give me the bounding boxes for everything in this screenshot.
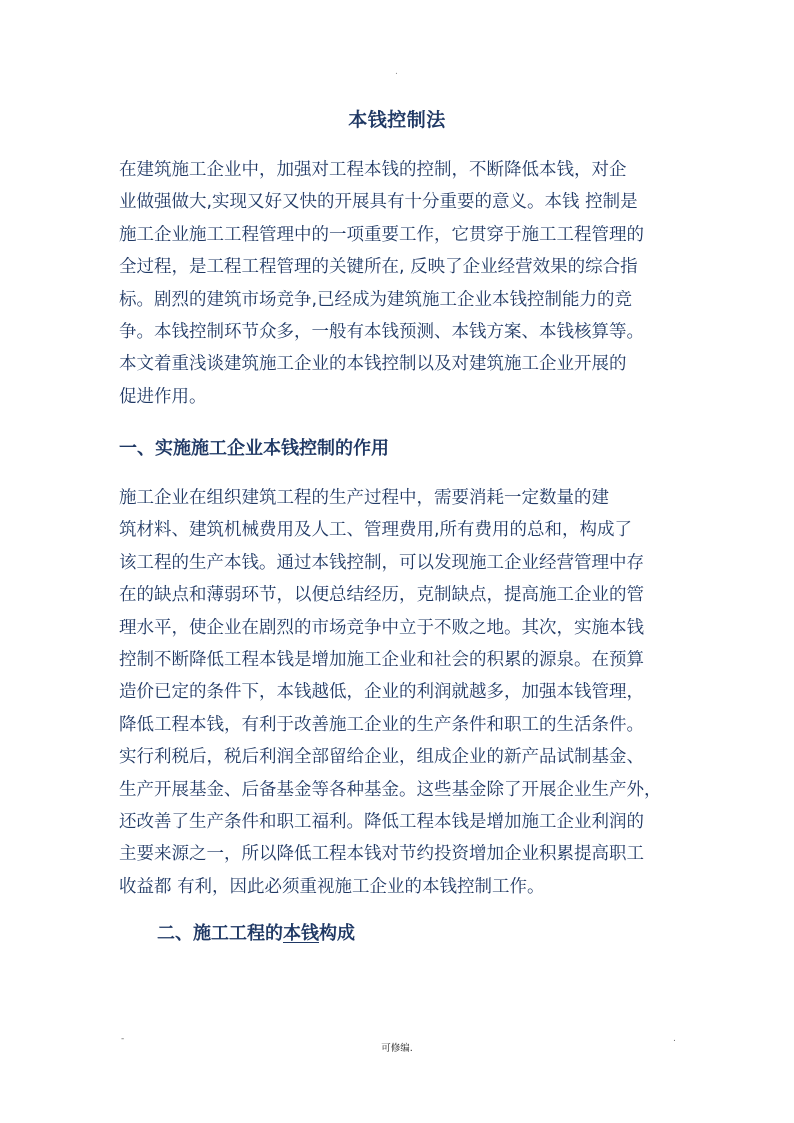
- paragraph-line: 筑材料、建筑机械费用及人工、管理费用,所有费用的总和，构成了: [119, 520, 633, 541]
- paragraph-line: 该工程的生产本钱。通过本钱控制，可以发现施工企业经营管理中存: [119, 552, 644, 573]
- paragraph-line: 收益都 有利，因此必须重视施工企业的本钱控制工作。: [119, 876, 545, 897]
- paragraph-line: 控制不断降低工程本钱是增加施工企业和社会的积累的源泉。在预算: [119, 650, 644, 671]
- section-1-heading: 一、实施施工企业本钱控制的作用: [119, 438, 389, 459]
- paragraph-line: 主要来源之一，所以降低工程本钱对节约投资增加企业积累提高职工: [119, 844, 644, 865]
- paragraph-line: 业做强做大,实现又好又快的开展具有十分重要的意义。本钱 控制是: [119, 192, 638, 213]
- document-title: 本钱控制法: [348, 109, 446, 131]
- paragraph-line: 还改善了生产条件和职工福利。降低工程本钱是增加施工企业利润的: [119, 812, 644, 833]
- paragraph-line: 造价已定的条件下，本钱越低，企业的利润就越多，加强本钱管理，: [119, 682, 644, 703]
- section-2-heading-prefix: 二、施工工程的: [157, 923, 283, 944]
- footer-text: 可修编.: [381, 1043, 413, 1054]
- paragraph-line: 标。剧烈的建筑市场竞争,已经成为建筑施工企业本钱控制能力的竞: [119, 289, 633, 310]
- section-2-heading-suffix: 构成: [319, 923, 355, 944]
- paragraph-line: 在的缺点和薄弱环节，以便总结经历，克制缺点，提高施工企业的管: [119, 585, 644, 606]
- paragraph-line: 实行利税后，税后利润全部留给企业，组成企业的新产品试制基金、: [119, 747, 644, 768]
- header-mark: .: [395, 67, 398, 77]
- intro-paragraph: [119, 154, 679, 413]
- section-2-heading-underlined: 本钱: [283, 923, 319, 944]
- paragraph-line: 生产开展基金、后备基金等各种基金。这些基金除了开展企业生产外，: [119, 779, 662, 800]
- footer-right-mark: .: [673, 1034, 676, 1044]
- section-2-heading: [157, 920, 355, 948]
- paragraph-line: 施工企业施工工程管理中的一项重要工作，它贯穿于施工工程管理的: [119, 224, 644, 245]
- paragraph-line: 促进作用。: [119, 386, 207, 407]
- footer-left-mark: -: [121, 1034, 125, 1044]
- paragraph-line: 本文着重浅谈建筑施工企业的本钱控制以及对建筑施工企业开展的: [119, 354, 627, 375]
- paragraph-line: 理水平，使企业在剧烈的市场竞争中立于不败之地。其次，实施本钱: [119, 617, 644, 638]
- paragraph-line: 在建筑施工企业中，加强对工程本钱的控制，不断降低本钱，对企: [119, 160, 627, 180]
- paragraph-line: 降低工程本钱，有利于改善施工企业的生产条件和职工的生活条件。: [119, 714, 644, 735]
- section-1-paragraph: [119, 482, 679, 903]
- paragraph-line: 全过程，是工程工程管理的关键所在, 反映了企业经营效果的综合指: [119, 257, 638, 278]
- paragraph-line: 施工企业在组织建筑工程的生产过程中，需要消耗一定数量的建: [119, 488, 609, 508]
- paragraph-line: 争。本钱控制环节众多，一般有本钱预测、本钱方案、本钱核算等。: [119, 322, 644, 343]
